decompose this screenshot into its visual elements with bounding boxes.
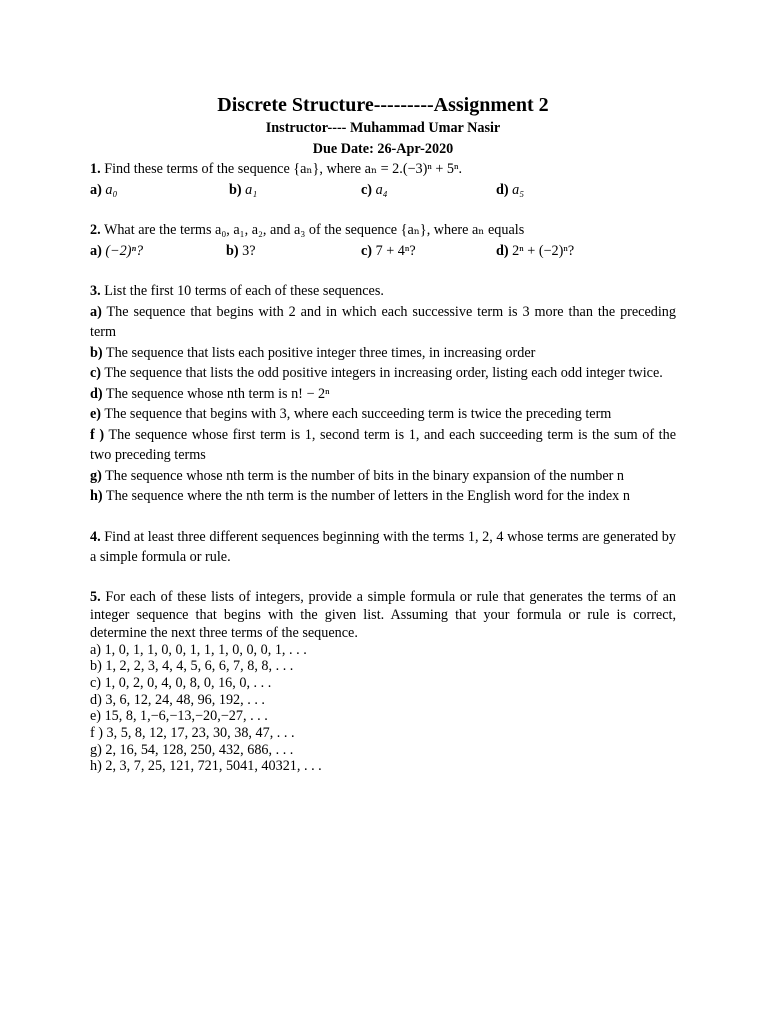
question-number: 5. [90, 588, 101, 605]
due-date: Due Date: 26-Apr-2020 [312, 140, 454, 157]
list-item: c) 1, 0, 2, 0, 4, 0, 8, 0, 16, 0, . . . [90, 674, 272, 691]
option: b) a₁ [229, 181, 258, 198]
option: c) a₄ [361, 181, 388, 198]
option: d) a₅ [496, 181, 525, 198]
question-text: Find at least three different sequences beginning with the terms 1, 2, 4 whose terms are generated by a simple formula or rule. [90, 528, 676, 565]
question-1-options [90, 180, 676, 201]
question-1 [90, 159, 676, 180]
question-2-options [90, 241, 676, 262]
question-number: 3. [90, 283, 101, 299]
question-3-item: a) The sequence that begins with 2 and in which each successive term is 3 more than the preceding term [90, 303, 676, 340]
option: b) 3? [226, 242, 256, 259]
question-3-item: h) The sequence where the nth term is the number of letters in the English word for the index n [90, 488, 630, 504]
page-title: Discrete Structure---------Assignment 2 [217, 94, 549, 116]
question-5-lists [90, 642, 676, 776]
list-item: a) 1, 0, 1, 1, 0, 0, 1, 1, 1, 0, 0, 0, 1, . . . [90, 641, 307, 658]
question-5 [90, 588, 676, 642]
question-number: 1. [90, 161, 101, 177]
assignment-document [90, 92, 676, 775]
question-text: List the first 10 terms of each of these sequences. [104, 283, 384, 299]
question-number: 2. [90, 222, 101, 238]
question-text: Find these terms of the sequence {aₙ}, where aₙ = 2.(−3)ⁿ + 5ⁿ. [104, 161, 463, 177]
question-text: What are the terms a₀, a₁, a₂, and a₃ of the sequence {aₙ}, where aₙ equals [103, 222, 525, 238]
question-3-item: f ) The sequence whose first term is 1, second term is 1, and each succeeding term is the sum of the two preceding terms [90, 426, 677, 463]
option: d) 2ⁿ + (−2)ⁿ? [496, 242, 575, 259]
question-3-item: e) The sequence that begins with 3, where each succeeding term is twice the preceding term [90, 406, 612, 422]
list-item: f ) 3, 5, 8, 12, 17, 23, 30, 38, 47, . . . [90, 725, 295, 742]
list-item: d) 3, 6, 12, 24, 48, 96, 192, . . . [90, 691, 265, 708]
question-text: For each of these lists of integers, provide a simple formula or rule that generates the terms of an integer sequence that begins with the given list. Assuming that your formula or rule is correct, determine the next three terms of the sequence. [90, 588, 676, 641]
question-2 [90, 220, 676, 241]
question-3 [90, 281, 676, 302]
option: a) a₀ [90, 181, 118, 198]
question-number: 4. [90, 528, 101, 545]
option: c) 7 + 4ⁿ? [361, 242, 416, 259]
option: a) (−2)ⁿ? [90, 242, 144, 259]
question-4 [90, 527, 676, 568]
question-3-item: c) The sequence that lists the odd positive integers in increasing order, listing each odd integer twice. [90, 365, 663, 381]
instructor-line: Instructor---- Muhammad Umar Nasir [265, 120, 501, 136]
question-3-item: d) The sequence whose nth term is n! − 2ⁿ [90, 385, 330, 402]
list-item: e) 15, 8, 1,−6,−13,−20,−27, . . . [90, 708, 268, 725]
question-3-item: g) The sequence whose nth term is the number of bits in the binary expansion of the number n [90, 467, 625, 484]
list-item: g) 2, 16, 54, 128, 250, 432, 686, . . . [90, 741, 294, 758]
list-item: h) 2, 3, 7, 25, 121, 721, 5041, 40321, . . . [90, 758, 322, 775]
list-item: b) 1, 2, 2, 3, 4, 4, 5, 6, 6, 7, 8, 8, . . . [90, 658, 294, 675]
question-3-item: b) The sequence that lists each positive integer three times, in increasing order [90, 344, 536, 361]
